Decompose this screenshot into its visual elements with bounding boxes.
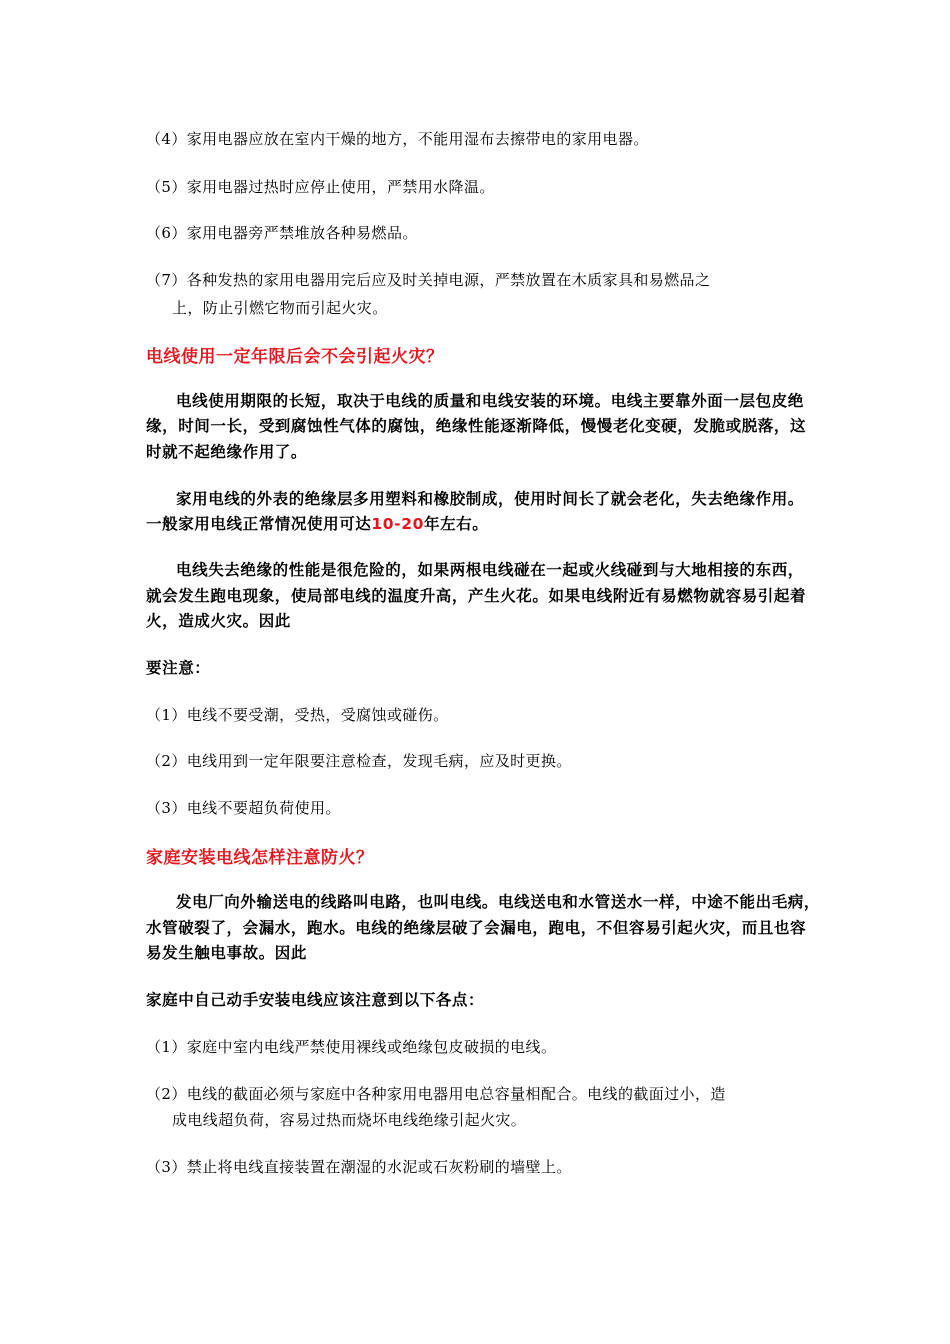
- paragraph-line: 家用电线的外表的绝缘层多用塑料和橡胶制成，使用时间长了就会老化，失去绝缘作用。: [176, 490, 804, 508]
- list-item: [146, 704, 449, 725]
- item-text: 电线的截面必须与家庭中各种家用电器用电总容量相配合。电线的截面过小，造: [186, 1085, 726, 1103]
- item-number: （5）: [146, 178, 187, 196]
- list-item: [146, 1083, 726, 1104]
- item-number: （1）: [146, 706, 187, 724]
- item-text: 电线不要受潮，受热，受腐蚀或碰伤。: [186, 706, 449, 724]
- item-number: （1）: [146, 1038, 187, 1056]
- note-label: 要注意：: [146, 659, 211, 677]
- paragraph-line: [146, 512, 488, 534]
- list-item: [146, 1036, 556, 1057]
- paragraph-line: 火，造成火灾。因此: [146, 612, 291, 630]
- item-number: （2）: [146, 752, 187, 770]
- section-heading: 电线使用一定年限后会不会引起火灾？: [146, 347, 444, 367]
- list-item: [146, 797, 341, 818]
- paragraph-line: 水管破裂了，会漏水，跑水。电线的绝缘层破了会漏电，跑电，不但容易引起火灾，而且也容: [146, 919, 807, 937]
- item-text: 家用电器旁严禁堆放各种易燃品。: [186, 224, 418, 242]
- list-item: [146, 269, 710, 290]
- paragraph-line: 电线失去绝缘的性能是很危险的，如果两根电线碰在一起或火线碰到与大地相接的东西，: [176, 561, 804, 579]
- item-text: 禁止将电线直接装置在潮湿的水泥或石灰粉刷的墙壁上。: [186, 1158, 572, 1176]
- highlighted-value: 10-20: [371, 515, 424, 533]
- item-number: （3）: [146, 1158, 187, 1176]
- note-label: 家庭中自己动手安装电线应该注意到以下各点：: [146, 991, 485, 1009]
- paragraph-text: 年左右。: [423, 515, 489, 533]
- item-text: 各种发热的家用电器用完后应及时关掉电源，严禁放置在木质家具和易燃品之: [186, 271, 711, 289]
- paragraph-text: 一般家用电线正常情况使用可达: [146, 515, 372, 533]
- list-item: [146, 176, 495, 197]
- item-number: （4）: [146, 130, 187, 148]
- section-heading: 家庭安装电线怎样注意防火？: [146, 848, 374, 868]
- paragraph-line: 发电厂向外输送电的线路叫电路，也叫电线。电线送电和水管送水一样，中途不能出毛病，: [176, 893, 821, 911]
- list-item: [146, 750, 572, 771]
- list-item: [146, 128, 649, 149]
- paragraph-line: 缘，时间一长，受到腐蚀性气体的腐蚀，绝缘性能逐渐降低，慢慢老化变硬，发脆或脱落，这: [146, 417, 807, 435]
- paragraph-line: 易发生触电事故。因此: [146, 944, 308, 962]
- item-number: （6）: [146, 224, 187, 242]
- list-item: [146, 1156, 572, 1177]
- paragraph-line: 时就不起绝缘作用了。: [146, 443, 308, 461]
- item-number: （7）: [146, 271, 187, 289]
- list-item-continuation: 成电线超负荷，容易过热而烧坏电线绝缘引起火灾。: [172, 1111, 527, 1129]
- item-text: 家用电器过热时应停止使用，严禁用水降温。: [186, 178, 495, 196]
- item-text: 家庭中室内电线严禁使用裸线或绝缘包皮破损的电线。: [186, 1038, 557, 1056]
- list-item: [146, 222, 418, 243]
- item-text: 电线不要超负荷使用。: [186, 799, 341, 817]
- paragraph-line: 电线使用期限的长短，取决于电线的质量和电线安装的环境。电线主要靠外面一层包皮绝: [176, 392, 804, 410]
- item-text: 家用电器应放在室内干燥的地方，不能用湿布去擦带电的家用电器。: [186, 130, 649, 148]
- item-number: （2）: [146, 1085, 187, 1103]
- item-number: （3）: [146, 799, 187, 817]
- paragraph-line: 就会发生跑电现象，使局部电线的温度升高，产生火花。如果电线附近有易燃物就容易引起着: [146, 587, 807, 605]
- item-text: 电线用到一定年限要注意检查，发现毛病，应及时更换。: [186, 752, 572, 770]
- list-item-continuation: 上，防止引燃它物而引起火灾。: [172, 299, 388, 317]
